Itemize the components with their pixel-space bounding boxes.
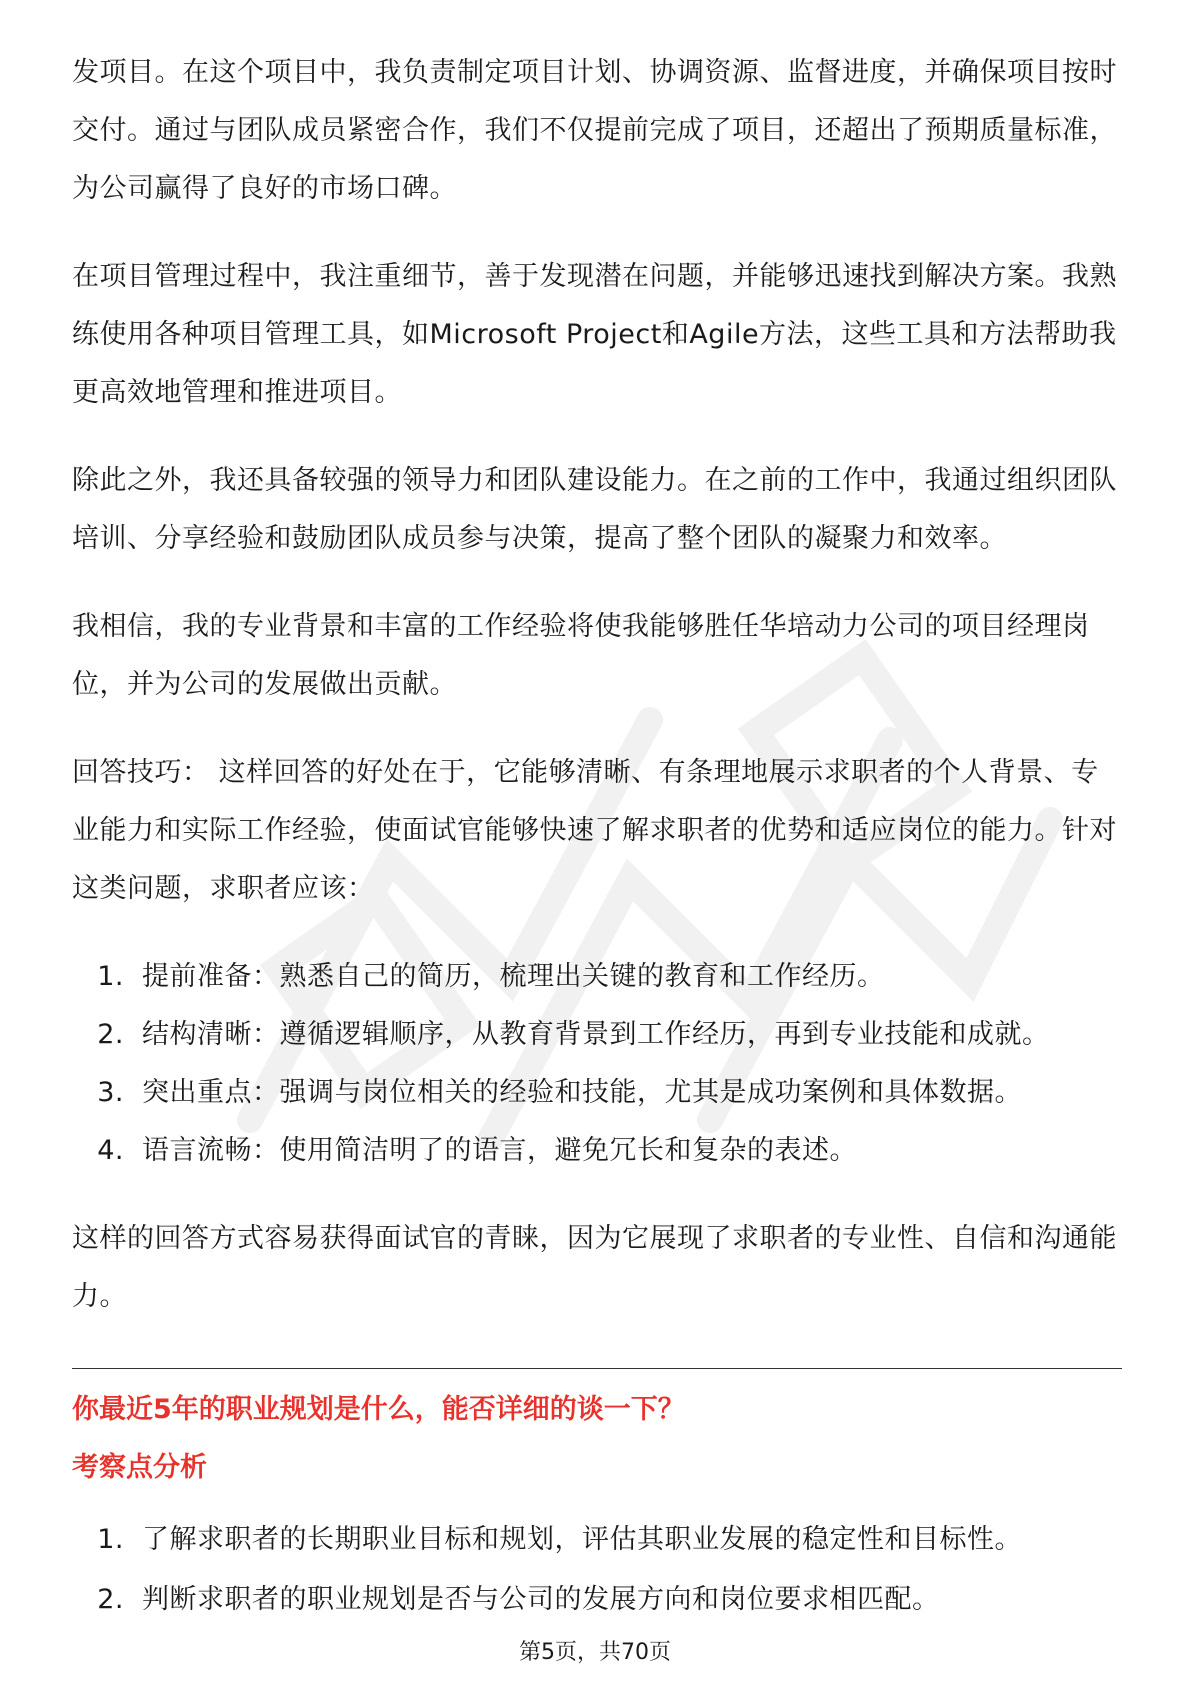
list-item-text: 判断求职者的职业规划是否与公司的发展方向和岗位要求相匹配。 bbox=[142, 1584, 940, 1615]
list-item-number: 3. bbox=[97, 1077, 124, 1108]
list-item-text: 了解求职者的长期职业目标和规划，评估其职业发展的稳定性和目标性。 bbox=[142, 1524, 1022, 1555]
question-subtitle: 考察点分析 bbox=[72, 1452, 207, 1483]
list-item-number: 1. bbox=[97, 1524, 124, 1555]
paragraph-project-experience: 发项目。在这个项目中，我负责制定项目计划、协调资源、监督进度，并确保项目按时交付。通过与团队成员紧密合作，我们不仅提前完成了项目，还超出了预期质量标准，为公司赢得了良好的市场口碑。 bbox=[72, 57, 1117, 204]
list-item-text: 结构清晰：遵循逻辑顺序，从教育背景到工作经历，再到专业技能和成就。 bbox=[142, 1019, 1050, 1050]
list-item bbox=[72, 1510, 1122, 1570]
list-item-text: 语言流畅：使用简洁明了的语言，避免冗长和复杂的表述。 bbox=[142, 1135, 857, 1166]
paragraph-answer-tips: 回答技巧： 这样回答的好处在于，它能够清晰、有条理地展示求职者的个人背景、专业能力和实际工作经验，使面试官能够快速了解求职者的优势和适应岗位的能力。针对这类问题，求职者应该： bbox=[72, 757, 1117, 904]
list-item bbox=[72, 1064, 1122, 1122]
list-item bbox=[72, 1006, 1122, 1064]
analysis-points-list bbox=[72, 1510, 1122, 1630]
list-item bbox=[72, 1122, 1122, 1180]
list-item-text: 突出重点：强调与岗位相关的经验和技能，尤其是成功案例和具体数据。 bbox=[142, 1077, 1022, 1108]
question-title: 你最近5年的职业规划是什么，能否详细的谈一下？ bbox=[72, 1394, 685, 1425]
page-number-footer: 第5页，共70页 bbox=[519, 1640, 671, 1665]
list-item-number: 4. bbox=[97, 1135, 124, 1166]
paragraph-leadership: 除此之外，我还具备较强的领导力和团队建设能力。在之前的工作中，我通过组织团队培训、分享经验和鼓励团队成员参与决策，提高了整个团队的凝聚力和效率。 bbox=[72, 465, 1117, 554]
paragraph-conclusion: 我相信，我的专业背景和丰富的工作经验将使我能够胜任华培动力公司的项目经理岗位，并为公司的发展做出贡献。 bbox=[72, 611, 1090, 700]
list-item-number: 2. bbox=[97, 1019, 124, 1050]
list-item-number: 2. bbox=[97, 1584, 124, 1615]
list-item-text: 提前准备：熟悉自己的简历，梳理出关键的教育和工作经历。 bbox=[142, 961, 885, 992]
tips-list bbox=[72, 948, 1122, 1180]
list-item bbox=[72, 948, 1122, 1006]
paragraph-closing: 这样的回答方式容易获得面试官的青睐，因为它展现了求职者的专业性、自信和沟通能力。 bbox=[72, 1223, 1117, 1312]
section-divider bbox=[72, 1368, 1122, 1369]
document-body bbox=[72, 44, 1122, 1356]
list-item bbox=[72, 1570, 1122, 1630]
paragraph-project-management: 在项目管理过程中，我注重细节，善于发现潜在问题，并能够迅速找到解决方案。我熟练使用各种项目管理工具，如Microsoft Project和Agile方法，这些工具和方法帮助我更高效地管理和推进项目。 bbox=[72, 261, 1117, 408]
list-item-number: 1. bbox=[97, 961, 124, 992]
